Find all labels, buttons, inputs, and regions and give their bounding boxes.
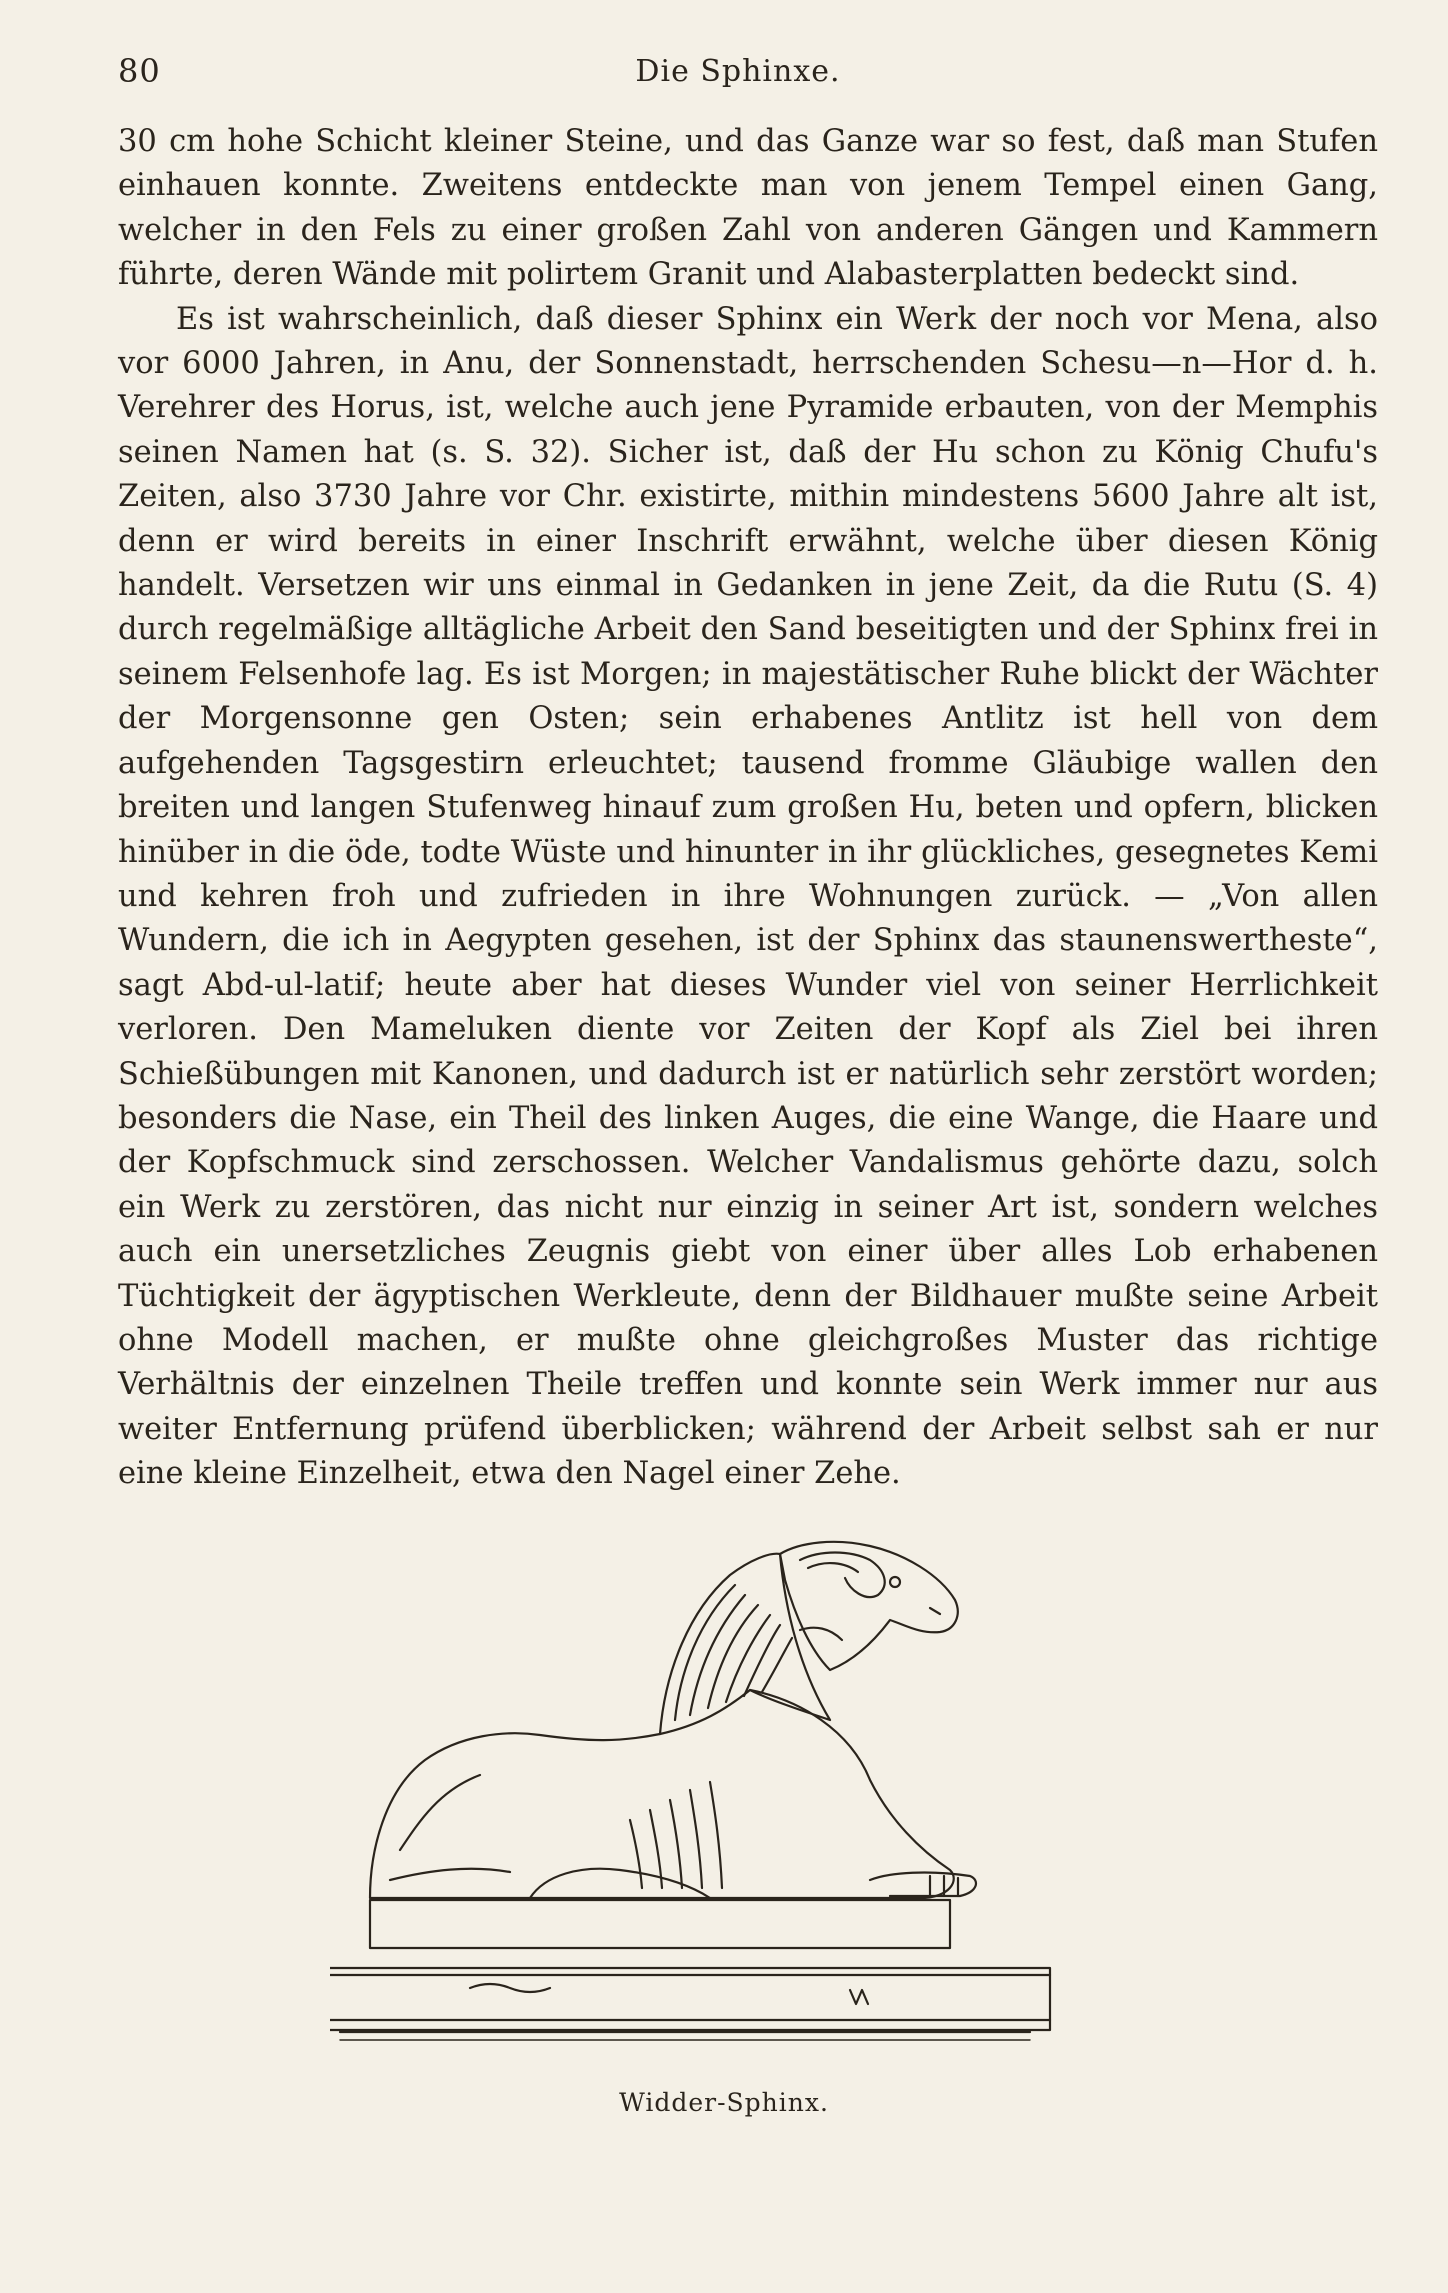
page-number: 80 — [118, 52, 161, 90]
figure-caption: Widder-Sphinx. — [619, 2088, 829, 2117]
ram-sphinx-icon — [330, 1520, 1130, 2090]
figure — [330, 1520, 1130, 2090]
paragraph: 30 cm hohe Schicht kleiner Steine, und das Ganze war so fest, daß man Stufen einhauen konnte. Zweitens entdeckte man von jenem Tempel einen Gang, welcher in den Fels zu einer großen Zahl von anderen Gängen und Kammern führte, deren Wände mit polirtem Granit und Alabasterplatten bedeckt sind. — [118, 124, 1378, 293]
page-header — [118, 52, 1358, 102]
body-text — [118, 120, 1378, 1497]
sphinx-mane — [660, 1554, 830, 1734]
plinth-top — [370, 1900, 950, 1948]
paragraph: Es ist wahrscheinlich, daß dieser Sphinx ein Werk der noch vor Mena, also vor 6000 Jahren, in Anu, der Sonnenstadt, herrschenden Schesu—n—Hor d. h. Verehrer des Horus, ist, welche auch jene Pyramide erbauten, von der Memphis seinen Namen hat (s. S. 32). Sicher ist, daß der Hu schon zu König Chufu's Zeiten, also 3730 Jahre vor Chr. existirte, mithin mindestens 5600 Jahre alt ist, denn er wird bereits in einer Inschrift erwähnt, welche über diesen König handelt. Versetzen wir uns einmal in Gedanken in jene Zeit, da die Rutu (S. 4) durch regelmäßige alltägliche Arbeit den Sand beseitigten und der Sphinx frei in seinem Felsenhofe lag. Es ist Morgen; in majestätischer Ruhe blickt der Wächter der Morgensonne gen Osten; sein erhabenes Antlitz ist hell von dem aufgehenden Tagsgestirn erleuchtet; tausend fromme Gläubige wallen den breiten und langen Stufenweg hinauf zum großen Hu, beten und opfern, blicken hinüber in die öde, todte Wüste und hinunter in ihr glückliches, gesegnetes Kemi und kehren froh und zufrieden in ihre Wohnungen zurück. — „Von allen Wundern, die ich in Aegypten gesehen, ist der Sphinx das staunenswertheste“, sagt Abd-ul-latif; heute aber hat dieses Wunder viel von seiner Herrlichkeit verloren. Den Mameluken diente vor Zeiten der Kopf als Ziel bei ihren Schießübungen mit Kanonen, und dadurch ist er natürlich sehr zerstört worden; besonders die Nase, ein Theil des linken Auges, die eine Wange, die Haare und der Kopfschmuck sind zerschossen. Welcher Vandalismus gehörte dazu, solch ein Werk zu zerstören, das nicht nur einzig in seiner Art ist, sondern welches auch ein unersetzliches Zeugnis giebt von einer über alles Lob erhabenen Tüchtigkeit der ägyptischen Werkleute, denn der Bildhauer mußte seine Arbeit ohne Modell machen, er mußte ohne gleichgroßes Muster das richtige Verhältnis der einzelnen Theile treffen und konnte sein Werk immer nur aus weiter Entfernung prüfend überblicken; während der Arbeit selbst sah er nur eine kleine Einzelheit, etwa den Nagel einer Zehe. — [118, 301, 1378, 1492]
ram-head — [780, 1542, 958, 1670]
running-title: Die Sphinxe. — [635, 54, 841, 89]
